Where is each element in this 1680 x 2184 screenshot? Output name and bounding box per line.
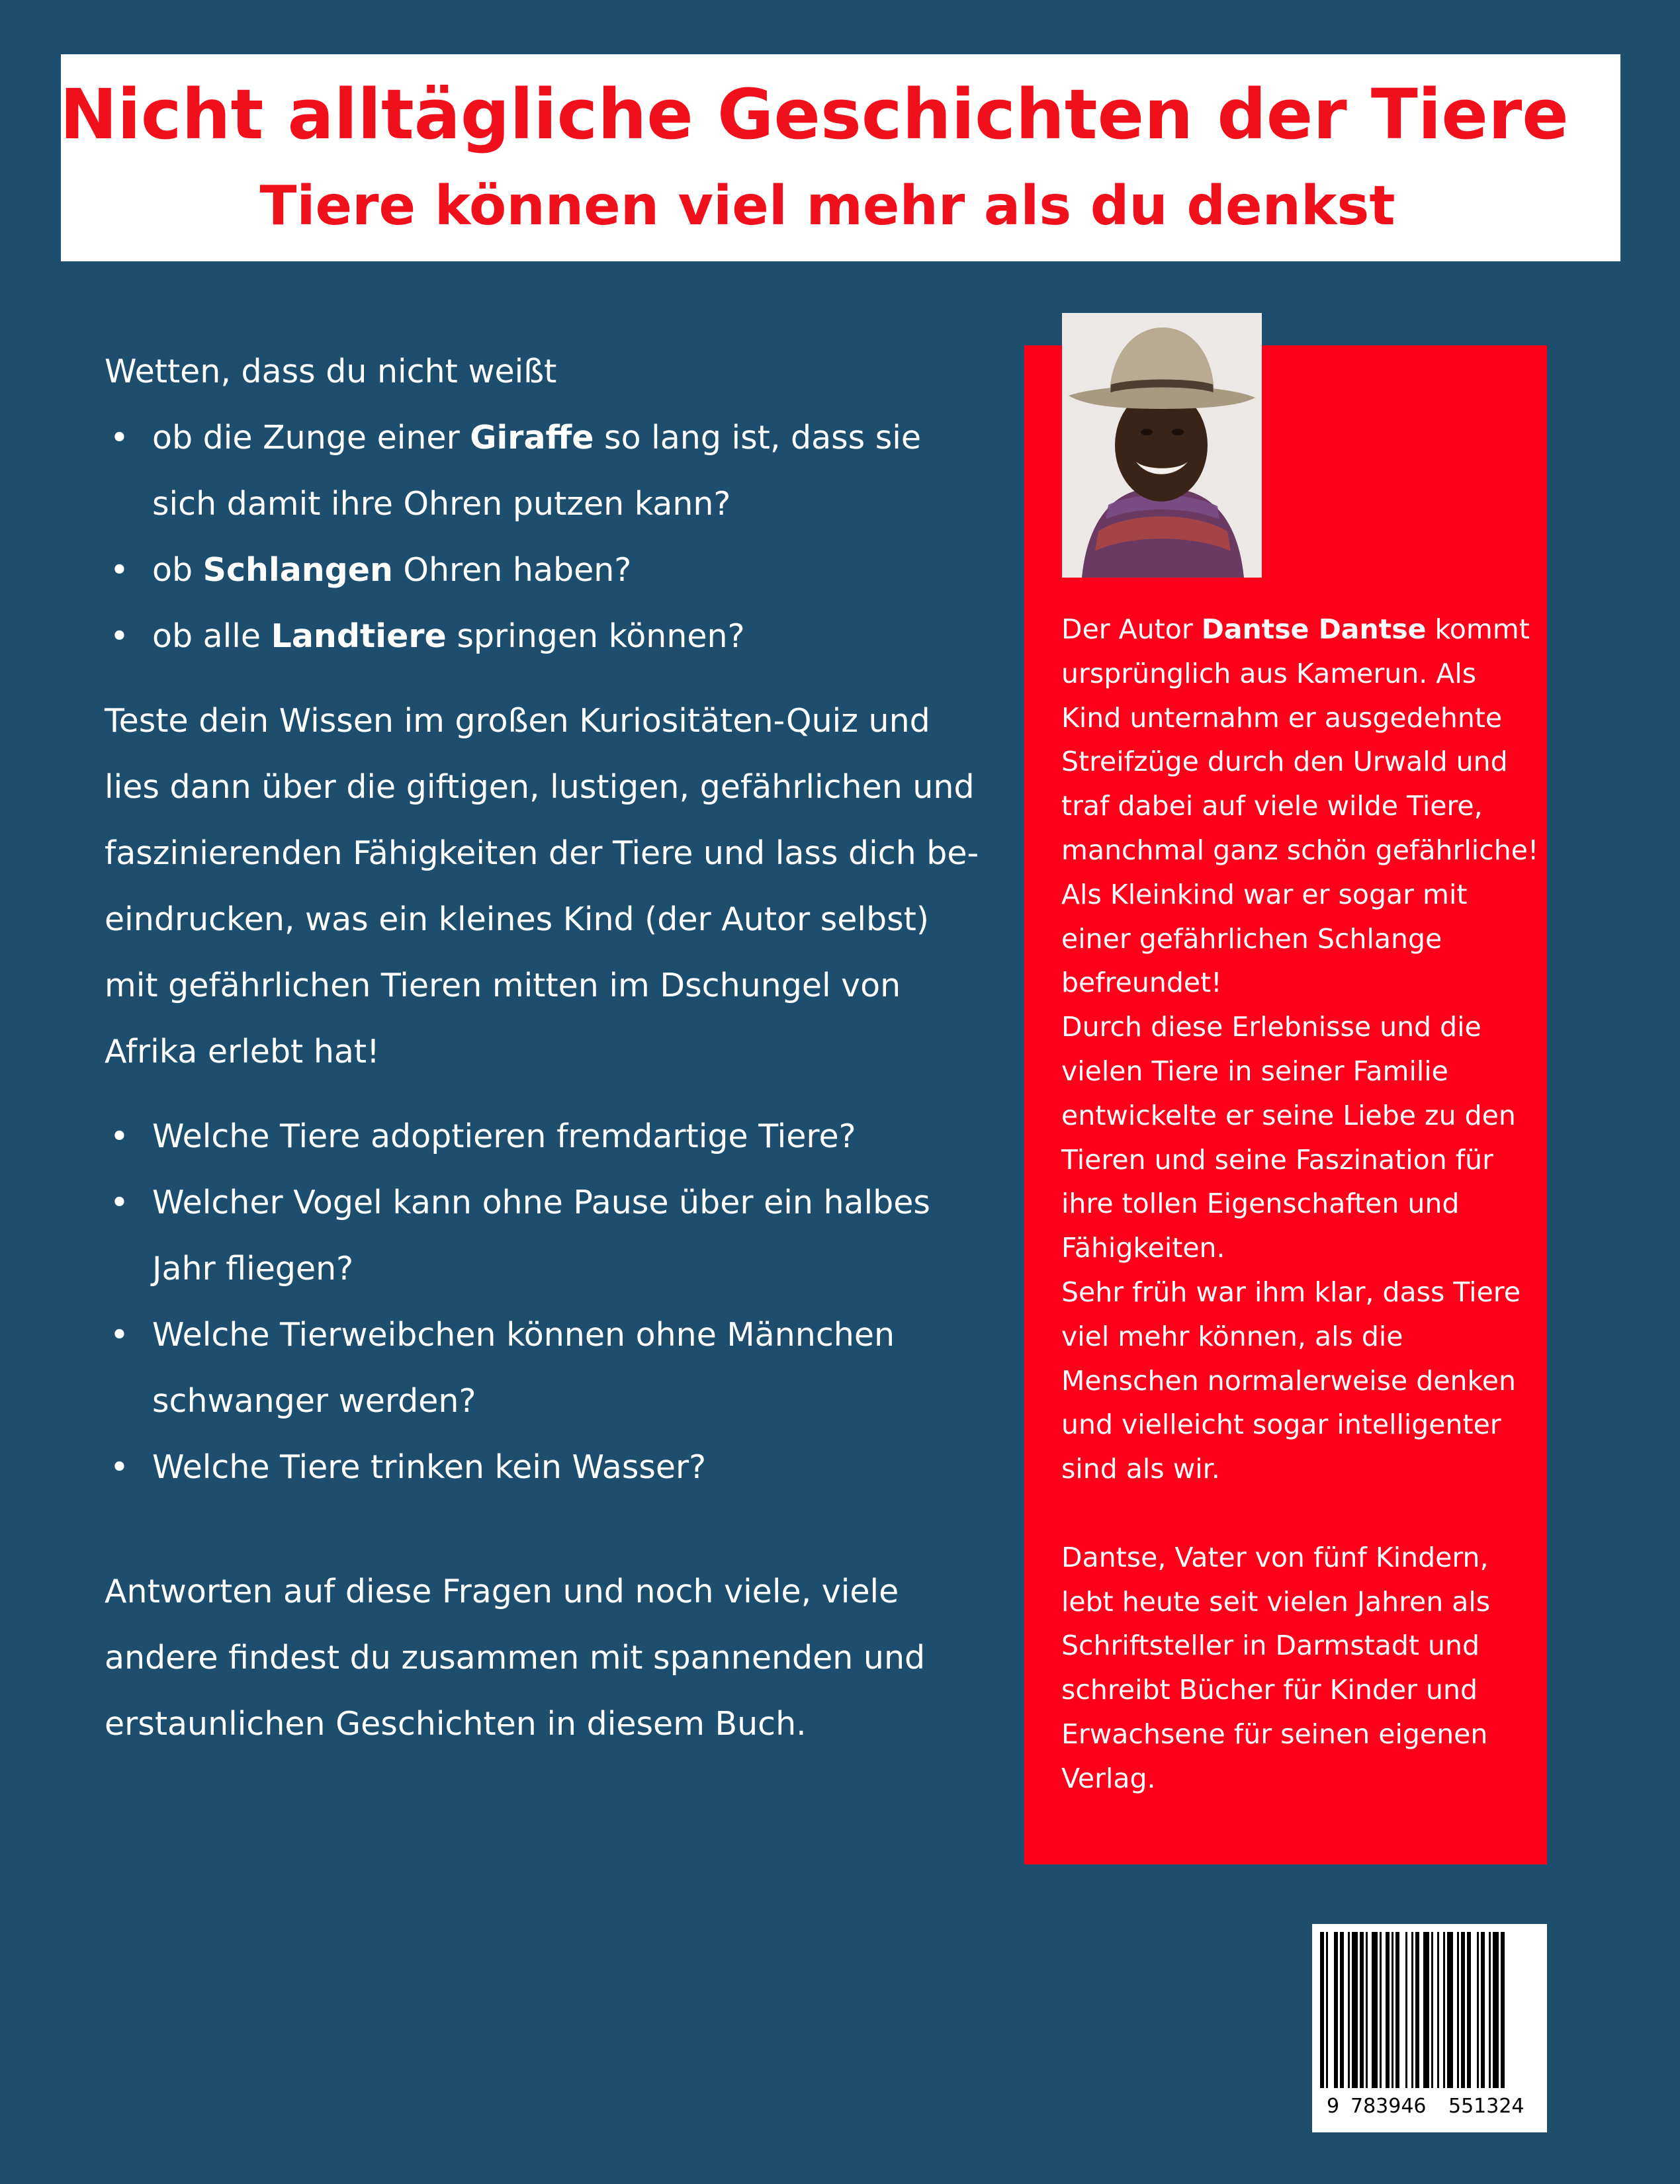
bio-line-intro: Der Autor Dantse Dantse kommt	[1061, 613, 1530, 645]
author-bio: Der Autor Dantse Dantse kommt ursprünglich aus Kamerun. Als Kind unternahm er ausgedehnte Streifzüge durch den Urwald und traf dabei auf viele wilde Tiere, manchmal ganz schön gefährliche! Als Kleinkind war er sogar mit einer gefährlichen Schlange befreundet! Durch diese Erlebnisse und die vielen Tiere in seiner Familie entwickelte er seine Liebe zu den Tieren und seine Faszination für ihre tollen Eigenschaften und Fähigkeiten. Sehr früh war ihm klar, dass Tiere viel mehr können, als die Menschen normalerweise denken und vielleicht sogar intelligenter sind als wir. Dantse, Vater von fünf Kindern, lebt heute seit vielen Jahren als Schriftsteller in Darmstadt und schreibt Bücher für Kinder und Erwachsene für seinen eigenen Verlag.	[1061, 607, 1538, 1801]
barcode-bar	[1457, 1932, 1459, 2088]
closing-paragraph: Antworten auf diese Fragen und noch viele, viele andere findest du zusammen mit spannenden und erstaunlichen Geschichten in diesem Buch.	[105, 1573, 926, 1743]
barcode-bar	[1372, 1932, 1378, 2088]
barcode-bar	[1386, 1932, 1390, 2088]
title-banner	[61, 54, 1620, 261]
barcode-bar	[1334, 1932, 1338, 2088]
question-list-2	[105, 1104, 985, 1501]
isbn-number: 9 783946 551324	[1327, 2095, 1525, 2118]
barcode-bar	[1411, 1932, 1413, 2088]
list-item: • ob die Zunge einer Giraffe so lang ist, dass sie sich damit ihre Ohren putzen kann?	[105, 405, 985, 537]
barcode-bar	[1326, 1932, 1328, 2088]
barcode-bar	[1380, 1932, 1382, 2088]
barcode-icon	[1312, 1924, 1547, 2095]
list-item: • Welche Tiere trinken kein Wasser?	[105, 1434, 985, 1501]
barcode-bar	[1493, 1932, 1499, 2088]
barcode-bar	[1501, 1932, 1505, 2088]
barcode-bar	[1431, 1932, 1433, 2088]
author-photo	[1062, 313, 1262, 578]
bullet-icon: •	[110, 419, 129, 457]
barcode-bar	[1348, 1932, 1350, 2088]
bullet-icon: •	[110, 1117, 129, 1155]
barcode-bar	[1415, 1932, 1419, 2088]
barcode-bar	[1340, 1932, 1344, 2088]
barcode-bar	[1366, 1932, 1368, 2088]
barcode-bar	[1443, 1932, 1445, 2088]
barcode-bar	[1489, 1932, 1491, 2088]
author-name: Dantse Dantse	[1201, 613, 1427, 645]
teaser-text	[105, 339, 985, 1757]
question-list-1	[105, 405, 985, 670]
barcode-bar	[1481, 1932, 1485, 2088]
barcode-bar	[1320, 1932, 1324, 2088]
list-item: • Welche Tiere adoptieren fremdartige Tiere?	[105, 1104, 985, 1170]
teaser-intro: Wetten, dass du nicht weißt	[105, 353, 557, 390]
list-item: • Welcher Vogel kann ohne Pause über ein halbes Jahr fliegen?	[105, 1170, 985, 1302]
list-item: • ob Schlangen Ohren haben?	[105, 537, 985, 603]
bullet-icon: •	[110, 1316, 129, 1354]
barcode-bar	[1447, 1932, 1453, 2088]
bullet-icon: •	[110, 1448, 129, 1486]
barcode-bar	[1467, 1932, 1471, 2088]
barcode-bar	[1360, 1932, 1364, 2088]
barcode-bar	[1437, 1932, 1439, 2088]
barcode-bar	[1477, 1932, 1479, 2088]
list-item: • ob alle Landtiere springen können?	[105, 603, 985, 670]
teaser-paragraph: Teste dein Wissen im großen Kuriositäten-Quiz und lies dann über die giftigen, lustigen, gefährlichen und faszinierenden Fähigkeiten der Tiere und lass dich be- eindrucken, was ein kleines Kind (der Autor selbst) mit gefährlichen Tieren mitten im Dschungel von Afrika erlebt hat!	[105, 702, 979, 1070]
barcode-bar	[1461, 1932, 1465, 2088]
book-title: Nicht alltägliche Geschichten der Tiere	[60, 74, 1569, 155]
barcode-bar	[1423, 1932, 1429, 2088]
bullet-icon: •	[110, 617, 129, 655]
list-item: • Welche Tierweibchen können ohne Männchen schwanger werden?	[105, 1302, 985, 1434]
bullet-icon: •	[110, 1184, 129, 1221]
barcode-bar	[1405, 1932, 1407, 2088]
barcode-bar	[1392, 1932, 1393, 2088]
barcode-bar	[1395, 1932, 1399, 2088]
book-subtitle: Tiere können viel mehr als du denkst	[259, 175, 1395, 238]
bullet-icon: •	[110, 551, 129, 589]
isbn-barcode	[1312, 1924, 1547, 2132]
barcode-bar	[1352, 1932, 1358, 2088]
